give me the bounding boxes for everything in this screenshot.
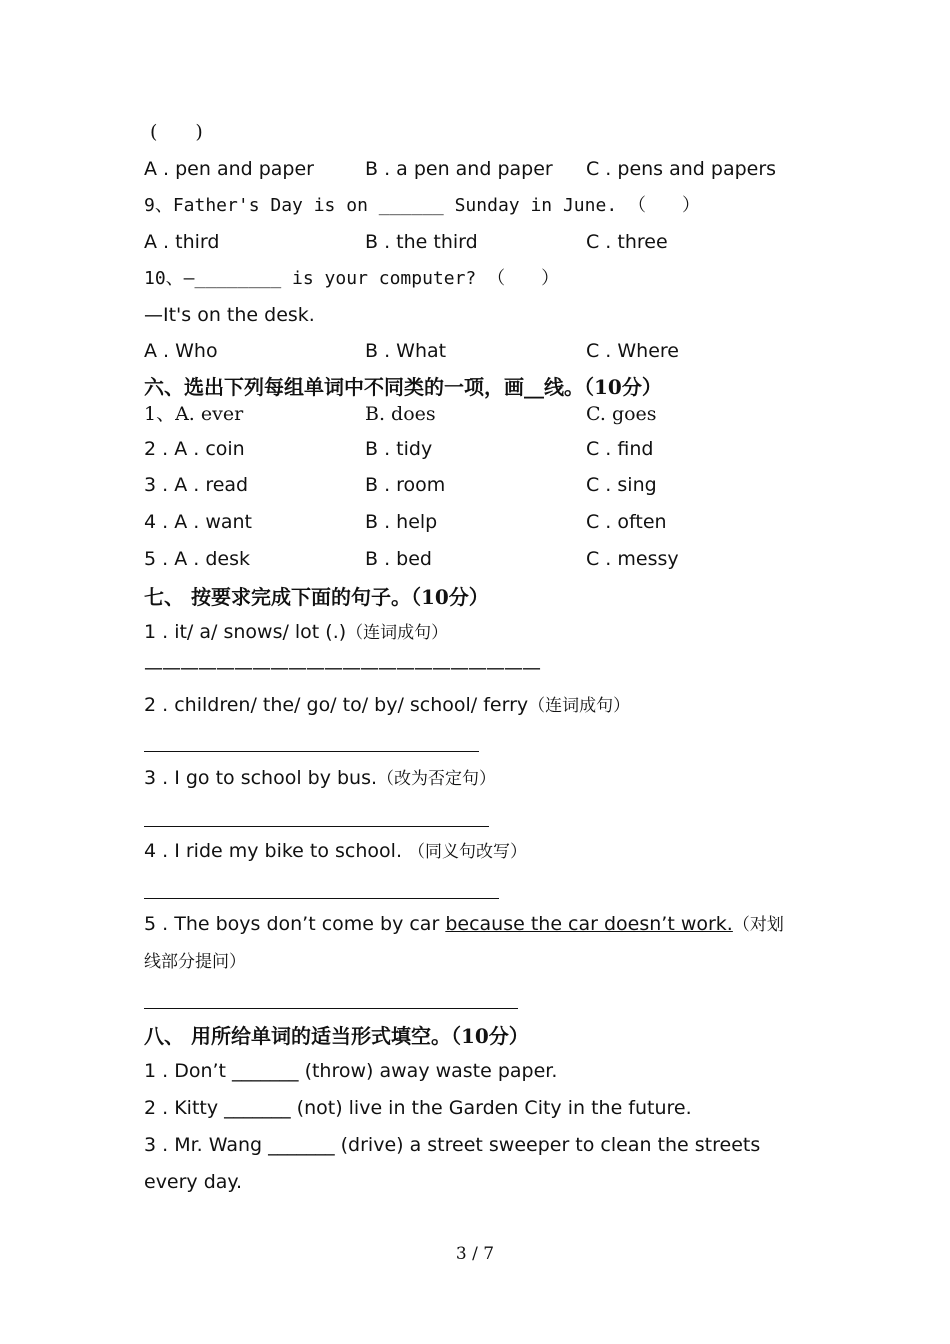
q10-option-c: C . Where [586,340,679,362]
section7-q4 [144,839,527,864]
q8-options [144,157,844,181]
section7-heading: 七、 按要求完成下面的句子。（10分） [144,585,489,609]
q9-options [144,230,844,254]
q4-hint: （同义句改写） [408,842,528,862]
q2-answer-line [144,751,479,752]
page-number: 3 / 7 [455,1244,495,1264]
q8-option-b: B . a pen and paper [365,158,553,180]
q9-option-c: C . three [586,231,668,253]
row2-option-b: B . tidy [365,438,433,460]
row1-option-a: 1、A. ever [144,403,244,425]
row4-option-b: B . help [365,511,438,533]
q5-text: 5 . The boys don’t come by car [144,913,446,935]
q5-hint-continued: 线部分提问） [144,952,246,972]
row4-option-c: C . often [586,511,667,533]
row3-option-a: 3 . A . read [144,474,249,496]
q3-answer-line [144,826,489,827]
row3-option-b: B . room [365,474,446,496]
q9-option-a: A . third [144,231,220,253]
q8-answer-bracket: ( ) [150,121,203,143]
q8-option-c: C . pens and papers [586,158,777,180]
section6-row-2 [144,437,844,461]
row1-option-b: B. does [365,403,436,425]
section7-q3 [144,766,496,791]
section6-row-5 [144,547,844,571]
section6-row-4 [144,510,844,534]
section8-line-4: every day. [144,1171,242,1193]
row5-option-b: B . bed [365,548,432,570]
q4-text: 4 . I ride my bike to school. [144,840,409,862]
q1-text: 1 . it/ a/ snows/ lot (.) [144,621,347,643]
q1-hint: （连词成句） [346,623,449,643]
q10-reply: —It's on the desk. [144,304,315,326]
row3-option-c: C . sing [586,474,657,496]
section6-heading: 六、选出下列每组单词中不同类的一项，画__线。（10分） [144,375,662,399]
row4-option-a: 4 . A . want [144,511,252,533]
section7-q2 [144,693,630,718]
q10-question: 10、—________ is your computer? （ ） [144,268,560,289]
section8-line-2: 2 . Kitty _______ (not) live in the Garden City in the future. [144,1097,692,1119]
section6-row-3 [144,473,844,497]
q5-answer-line [144,1008,518,1009]
q3-hint: （改为否定句） [377,769,497,789]
q9-question: 9、Father's Day is on ______ Sunday in June. （ ） [144,195,700,216]
row5-option-a: 5 . A . desk [144,548,250,570]
q5-underlined-part: because the car doesn’t work. [445,913,733,935]
section8-heading: 八、 用所给单词的适当形式填空。（10分） [144,1024,529,1048]
section8-line-1: 1 . Don’t _______ (throw) away waste paper. [144,1060,558,1082]
section6-row-1 [144,402,844,426]
row1-option-c: C. goes [586,403,657,425]
q2-hint: （连词成句） [528,696,631,716]
section7-q1 [144,620,448,645]
q10-option-b: B . What [365,340,447,362]
q9-option-b: B . the third [365,231,478,253]
q8-option-a: A . pen and paper [144,158,314,180]
section8-line-3: 3 . Mr. Wang _______ (drive) a street sweeper to clean the streets [144,1134,761,1156]
q2-text: 2 . children/ the/ go/ to/ by/ school/ ferry [144,694,529,716]
row2-option-a: 2 . A . coin [144,438,245,460]
q3-text: 3 . I go to school by bus. [144,767,378,789]
q1-answer-line: —————————————————————— [144,657,540,679]
q5-hint: （对划 [732,915,784,935]
q10-option-a: A . Who [144,340,218,362]
row5-option-c: C . messy [586,548,679,570]
section7-q5 [144,912,784,937]
q4-answer-line [144,898,499,899]
row2-option-c: C . find [586,438,654,460]
q10-options [144,339,844,363]
